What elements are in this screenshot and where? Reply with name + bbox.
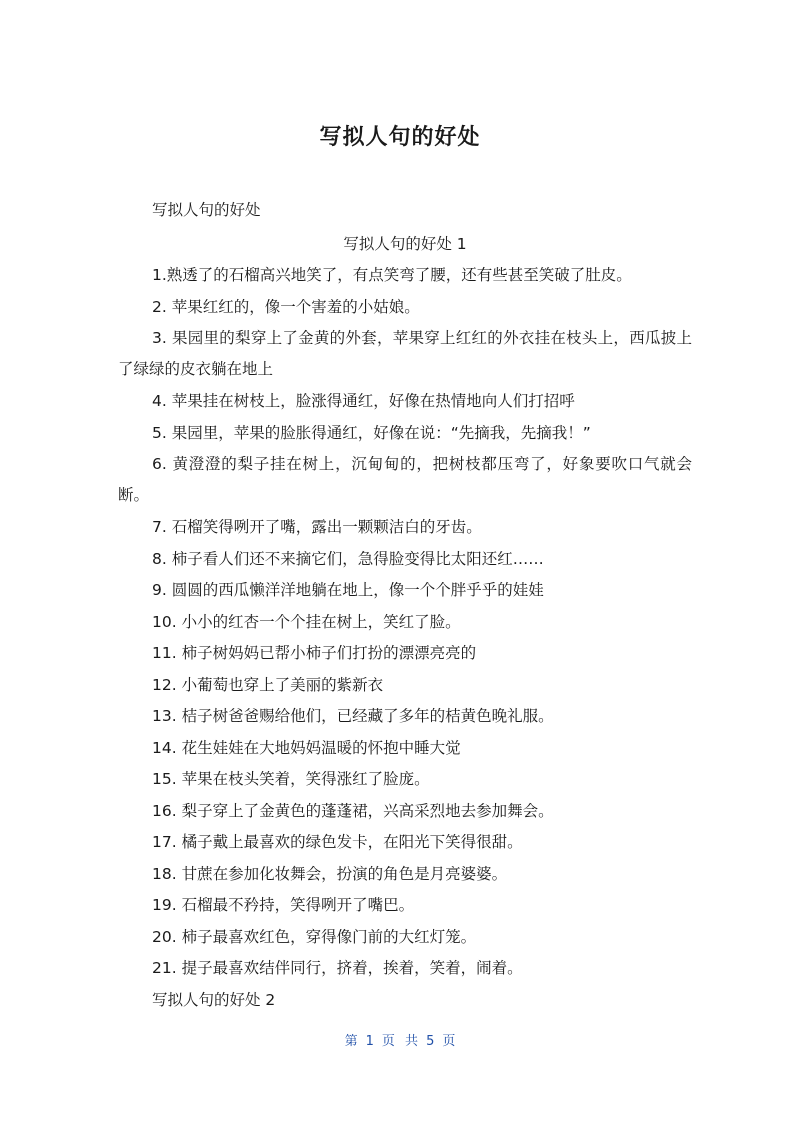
list-item: 11. 柿子树妈妈已帮小柿子们打扮的漂漂亮亮的 xyxy=(152,644,477,662)
list-item: 18. 甘蔗在参加化妆舞会，扮演的角色是月亮婆婆。 xyxy=(152,864,508,883)
list-item: 10. 小小的红杏一个个挂在树上，笑红了脸。 xyxy=(152,612,461,631)
list-item: 3. 果园里的梨穿上了金黄的外套，苹果穿上红红的外衣挂在枝头上，西瓜披上了绿绿的皮衣躺在地上 xyxy=(118,329,692,378)
document-title: 写拟人句的好处 xyxy=(319,125,481,150)
list-item: 2. 苹果红红的，像一个害羞的小姑娘。 xyxy=(152,297,420,316)
list-item: 9. 圆圆的西瓜懒洋洋地躺在地上，像一个个胖乎乎的娃娃 xyxy=(152,581,544,599)
section-heading-1: 写拟人句的好处 1 xyxy=(343,234,467,253)
list-item: 19. 石榴最不矜持，笑得咧开了嘴巴。 xyxy=(152,896,415,914)
list-item: 14. 花生娃娃在大地妈妈温暖的怀抱中睡大觉 xyxy=(152,738,461,757)
section-heading-2: 写拟人句的好处 2 xyxy=(152,990,276,1009)
list-item: 5. 果园里，苹果的脸胀得通红，好像在说：“先摘我，先摘我！” xyxy=(152,423,591,442)
footer-total-word: 页 共 xyxy=(381,1034,419,1049)
footer-total-number: 5 xyxy=(426,1034,435,1049)
list-item: 7. 石榴笑得咧开了嘴，露出一颗颗洁白的牙齿。 xyxy=(152,518,482,536)
page-footer xyxy=(0,1030,800,1049)
list-item: 17. 橘子戴上最喜欢的绿色发卡，在阳光下笑得很甜。 xyxy=(152,833,523,851)
document-body xyxy=(118,195,692,1016)
list-item: 13. 桔子树爸爸赐给他们，已经藏了多年的桔黄色晚礼服。 xyxy=(152,707,554,725)
sentence-list xyxy=(118,260,692,985)
list-item: 1.熟透了的石榴高兴地笑了，有点笑弯了腰，还有些甚至笑破了肚皮。 xyxy=(152,266,632,284)
list-item: 20. 柿子最喜欢红色，穿得像门前的大红灯笼。 xyxy=(152,927,477,946)
list-item: 4. 苹果挂在树枝上，脸涨得通红，好像在热情地向人们打招呼 xyxy=(152,392,575,410)
list-item: 16. 梨子穿上了金黄色的蓬蓬裙，兴高采烈地去参加舞会。 xyxy=(152,801,554,820)
footer-page-suffix: 页 xyxy=(442,1034,456,1049)
list-item: 15. 苹果在枝头笑着，笑得涨红了脸庞。 xyxy=(152,770,430,788)
footer-page-word: 第 xyxy=(344,1034,358,1049)
list-item: 6. 黄澄澄的梨子挂在树上，沉甸甸的，把树枝都压弯了，好象要吹口气就会断。 xyxy=(118,455,692,504)
list-item: 12. 小葡萄也穿上了美丽的紫新衣 xyxy=(152,675,384,694)
list-item: 21. 提子最喜欢结伴同行，挤着，挨着，笑着，闹着。 xyxy=(152,959,523,977)
intro-line: 写拟人句的好处 xyxy=(152,201,261,219)
footer-page-number: 1 xyxy=(365,1034,374,1049)
list-item: 8. 柿子看人们还不来摘它们，急得脸变得比太阳还红…… xyxy=(152,549,544,568)
